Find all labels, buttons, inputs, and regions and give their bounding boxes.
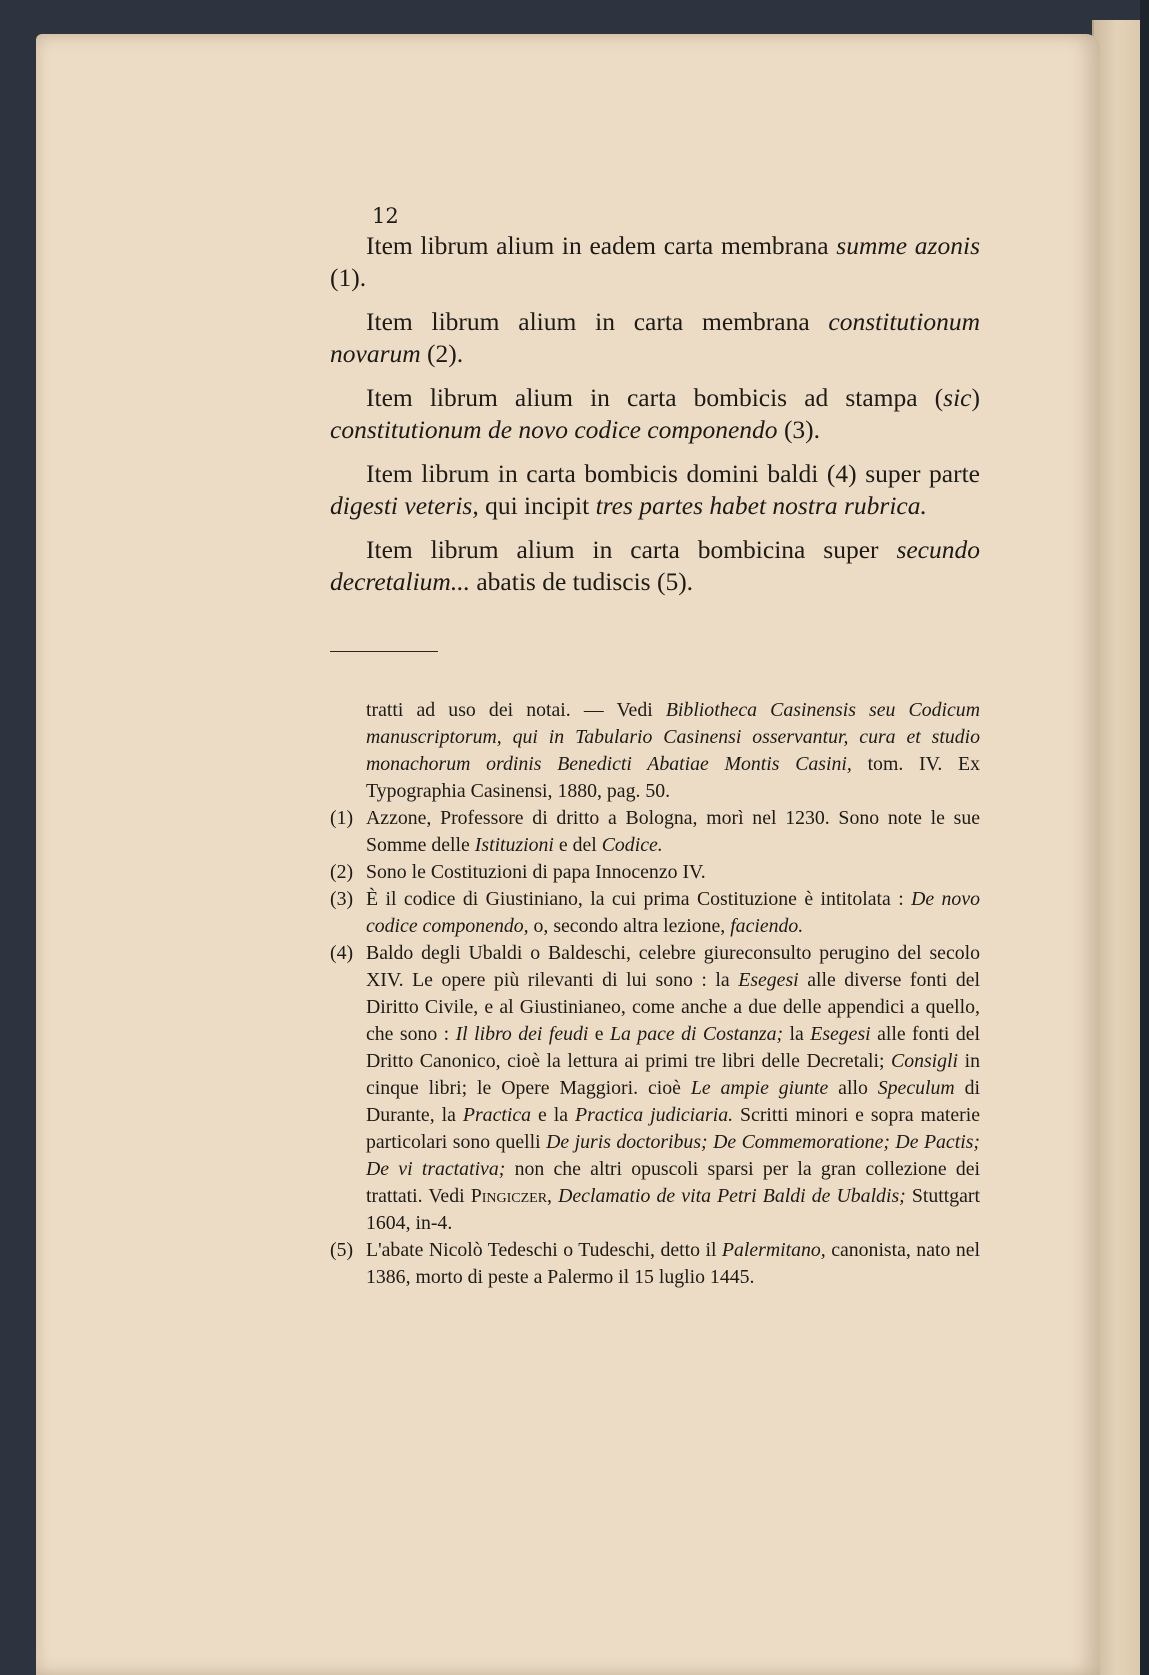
footnote-marker: (2) <box>330 861 354 883</box>
page-number: 12 <box>372 204 399 228</box>
footnote-marker: (4) <box>330 942 354 964</box>
paragraph: Item librum alium in carta bombicina super secundo decretalium... abatis de tudiscis (5). <box>330 535 980 596</box>
footnote: (5) L'abate Nicolò Tedeschi o Tudeschi, detto il Palermitano, canonista, nato nel 1386, morto di peste a Palermo il 15 luglio 1445. <box>330 1239 980 1288</box>
footnote: (2) Sono le Costituzioni di papa Innocenzo IV. <box>330 859 980 886</box>
footnote-rule <box>330 651 438 652</box>
main-text <box>330 230 980 610</box>
footnotes <box>330 697 980 1291</box>
paragraph: Item librum in carta bombicis domini baldi (4) super parte digesti veteris, qui incipit tres partes habet nostra rubrica. <box>330 459 980 520</box>
paragraph: Item librum alium in eadem carta membrana summe azonis (1). <box>330 231 980 292</box>
footnote: (3) È il codice di Giustiniano, la cui prima Costituzione è intitolata : De novo codice componendo, o, secondo altra lezione, faciendo. <box>330 888 980 937</box>
background-edge <box>1140 0 1149 1675</box>
footnote: (1) Azzone, Professore di dritto a Bologna, morì nel 1230. Sono note le sue Somme delle Istituzioni e del Codice. <box>330 807 980 856</box>
paragraph: Item librum alium in carta bombicis ad stampa (sic) constitutionum de novo codice componendo (3). <box>330 383 980 444</box>
footnote-marker: (3) <box>330 888 354 910</box>
footnote-marker: (5) <box>330 1239 354 1261</box>
paragraph: Item librum alium in carta membrana constitutionum novarum (2). <box>330 307 980 368</box>
footnote-marker: (1) <box>330 807 354 829</box>
footnote-continuation: tratti ad uso dei notai. — Vedi Bibliotheca Casinensis seu Codicum manuscriptorum, qui in Tabulario Casinensi osservantur, cura et studio monachorum ordinis Benedicti Abatiae Montis Casini, tom. IV. Ex Typographia Casinensi, 1880, pag. 50. <box>366 699 980 802</box>
footnote: (4) Baldo degli Ubaldi o Baldeschi, celebre giureconsulto perugino del secolo XIV. Le opere più rilevanti di lui sono : la Esegesi alle diverse fonti del Diritto Civile, e al Giustinianeo, come anche a due delle appendici a quello, che sono : Il libro dei feudi e La pace di Costanza; la Esegesi alle fonti del Dritto Canonico, cioè la lettura ai primi tre libri delle Decretali; Consigli in cinque libri; le Opere Maggiori. cioè Le ampie giunte allo Speculum di Durante, la Practica e la Practica judiciaria. Scritti minori e sopra materie particolari sono quelli De juris doctoribus; De Commemoratione; De Pactis; De vi tractativa; non che altri opuscoli sparsi per la gran collezione dei trattati. Vedi Pingiczer, Declamatio de vita Petri Baldi de Ubaldis; Stuttgart 1604, in-4. <box>330 942 981 1234</box>
